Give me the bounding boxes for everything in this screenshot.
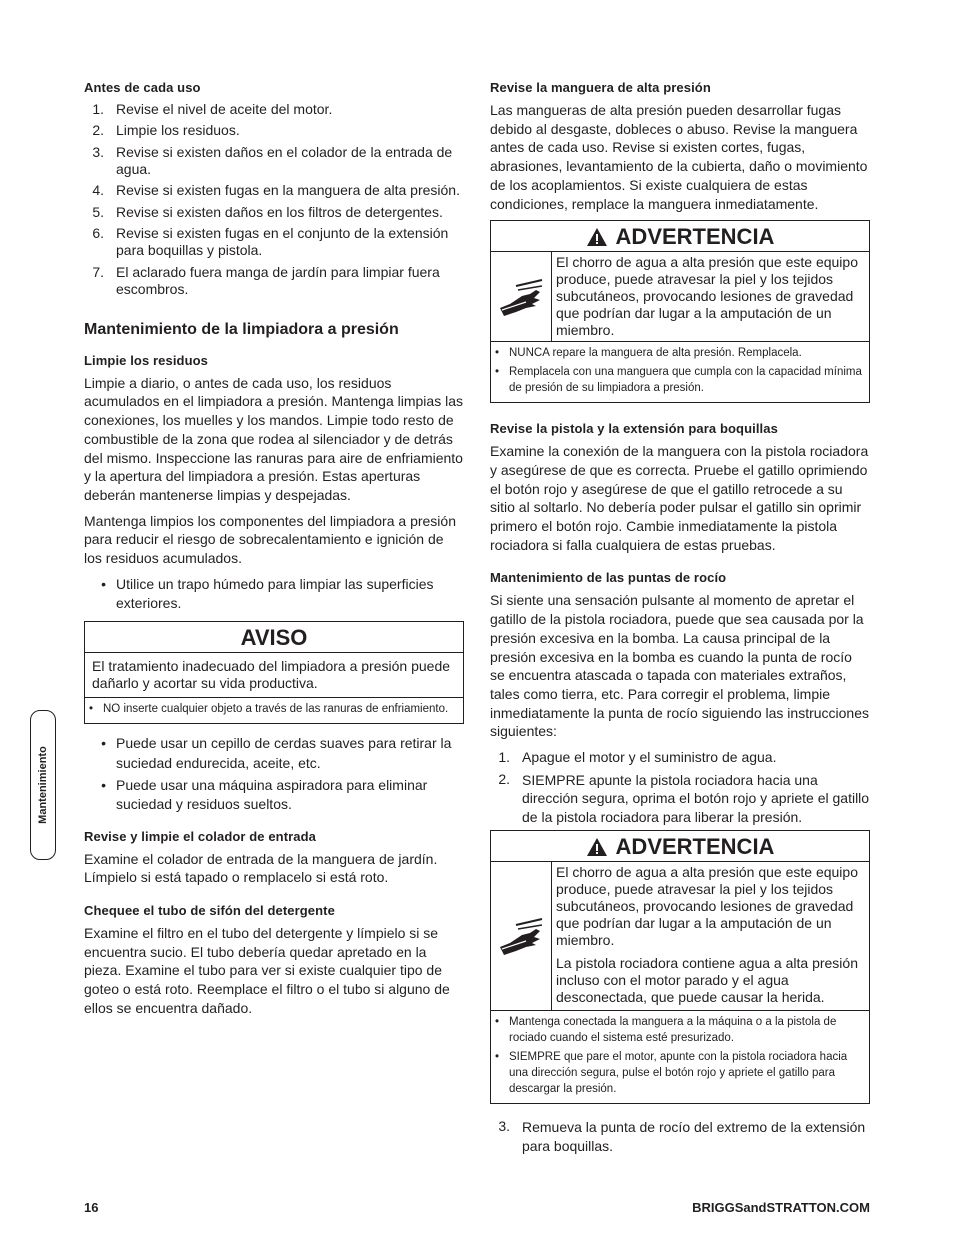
high-pressure-injection-icon [491,862,552,1010]
list-item [84,575,464,614]
warning-note [495,345,865,361]
item-text: SIEMPRE apunte la pistola rociadora hacia una dirección segura, oprima el botón rojo y apriete el gatillo de la pistola rociadora para liberar la presión. [522,771,870,825]
item-text: Revise si existen daños en el colador de la entrada de agua. [116,143,453,178]
list-item [84,122,464,140]
warning-text [552,862,869,1010]
before-each-use-heading: Antes de cada uso [84,80,201,95]
list-item [84,776,464,815]
notice-notes [85,698,463,723]
list-item [84,204,464,222]
inlet-paragraph: Examine el colador de entrada de la manguera de jardín. Límpielo si está tapado o remplacelo si está roto. [84,850,438,886]
clean-debris-heading: Limpie los residuos [84,352,208,368]
warning-note-text: Remplacela con una manguera que cumpla con la capacidad mínima de presión de su limpiadora a presión. [509,366,862,395]
bullet-icon: • [495,347,500,360]
before-each-use-list [84,101,464,299]
siphon-heading: Chequee el tubo de sifón del detergente [84,903,335,918]
warning-note [495,364,865,396]
high-pressure-injection-icon [491,252,552,341]
section-side-tab [30,710,56,860]
warning-text: El chorro de agua a alta presión que este equipo produce, puede atravesar la piel y los tejidos subcutáneos, provocando lesiones de gravedad que podrían dar lugar a la amputación de un miembro. [556,254,858,339]
cloth-bullet-list [84,575,464,614]
item-text: Remueva la punta de rocío del extremo de la extensión para boquillas. [522,1119,866,1154]
left-column [84,80,464,1025]
bullet-icon: • [101,575,106,592]
side-tab-label: Mantenimiento [37,746,49,824]
list-item [84,734,464,773]
item-number: 7. [92,263,104,280]
item-number: 3. [498,1118,510,1135]
warning-content-row [491,252,869,342]
warning-triangle-icon [586,837,608,857]
warning-title: ADVERTENCIA [615,834,775,860]
warning-content-row [491,862,869,1011]
bullet-icon: • [101,777,106,793]
item-number: 4. [92,182,104,199]
item-text: Limpie los residuos. [116,122,240,139]
item-number: 5. [92,203,104,220]
hose-paragraph: Las mangueras de alta presión pueden desarrollar fugas debido al desgaste, dobleces o abuso. Revise la manguera antes de cada uso. Revise si existen cortes, fugas, abrasiones, levantamiento de la cubierta, daño o movimiento de los acoplamientos. Si existe cualquiera de estas condiciones, remplace la manguera inmediatamente. [490,102,868,212]
tips-list [490,749,870,826]
item-text: Apague el motor y el suministro de agua. [522,749,777,766]
tips-paragraph: Si siente una sensación pulsante al momento de apretar el gatillo de la pistola rociadora, puede que sea causada por la presión excesiva en la bomba. La causa principal de la presión excesiva en la bomba es cuando la punta de rocío se encuentra atascada o tapada con materiales extraños, tales como tierra, etc. Para corregir el problema, limpie inmediatamente la punta de rocío siguiendo las instrucciones siguientes: [490,592,870,740]
website-url: BRIGGSandSTRATTON.COM [692,1200,870,1215]
notice-box [84,621,464,724]
item-number: 2. [92,122,104,139]
list-item [490,749,870,767]
list-item [84,144,464,179]
item-number: 3. [92,143,104,160]
bullet-icon: • [101,735,106,752]
warning-note-text: SIEMPRE que pare el motor, apunte con la pistola rociadora hacia una dirección segura, pulse el botón rojo y apriete el gatillo para descargar la presión. [509,1051,848,1096]
bullet-text: Puede usar una máquina aspiradora para eliminar suciedad y residuos sueltos. [116,777,428,813]
section-heading: Mantenimiento de la limpiadora a presión [84,320,399,338]
tips-heading: Mantenimiento de las puntas de rocío [490,570,727,586]
item-text: Revise si existen fugas en el conjunto de la extensión para boquillas y pistola. [116,224,449,259]
bullet-text: Puede usar un cepillo de cerdas suaves para retirar la suciedad endurecida, aceite, etc. [116,735,452,771]
bullet-icon: • [89,703,94,716]
page-number: 16 [84,1200,99,1215]
warning-box-2 [490,830,870,1104]
item-text: El aclarado fuera manga de jardín para limpiar fuera escombros. [116,263,440,298]
notice-body: El tratamiento inadecuado del limpiadora a presión puede dañarlo y acortar su vida productiva. [85,653,463,698]
warning-header [491,831,869,862]
item-number: 6. [92,224,104,241]
notice-note [89,701,459,717]
right-column [490,80,870,1159]
warning-triangle-icon [586,227,608,247]
bullet-icon: • [495,1016,500,1029]
list-item [84,264,464,299]
warning-note [495,1014,865,1046]
warning-text-2: La pistola rociadora contiene agua a alta presión incluso con el motor parado y el agua desconectada, que puede causar la herida. [556,955,858,1006]
bullet-icon: • [495,366,500,379]
notice-note-text: NO inserte cualquier objeto a través de las ranuras de enfriamiento. [103,703,449,716]
gun-heading: Revise la pistola y la extensión para boquillas [490,421,778,437]
hose-heading: Revise la manguera de alta presión [490,80,711,95]
item-text: Revise si existen fugas en la manguera de alta presión. [116,182,460,199]
inlet-heading: Revise y limpie el colador de entrada [84,828,317,844]
list-item [84,182,464,200]
list-item [490,771,870,827]
item-number: 1. [92,101,104,117]
warning-box-1 [490,220,870,403]
warning-title: ADVERTENCIA [615,224,775,250]
item-text: Revise el nivel de aceite del motor. [116,101,333,117]
warning-header [491,221,869,252]
warning-note [495,1049,865,1097]
clean-debris-paragraph-2: Mantenga limpios los componentes del limpiadora a presión para reducir el riesgo de sobrecalentamiento e ignición de los residuos acumulados. [84,512,456,567]
tips-list-continued [490,1118,870,1155]
item-number: 2. [498,770,510,787]
item-text: Revise si existen daños en los filtros de detergentes. [116,203,443,220]
warning-note-text: NUNCA repare la manguera de alta presión. Remplacela. [509,347,802,360]
gun-paragraph: Examine la conexión de la manguera con la pistola rociadora y asegúrese de que es correcta. Pruebe el gatillo oprimiendo el botón rojo y asegúrese de que el gatillo retrocede a su sitio al soltarlo. No debería poder pulsar el gatillo sin oprimir primero el botón rojo. Cambie inmediatamente la pistola rociadora si falla cualquiera de estas pruebas. [490,443,869,553]
warning-notes [491,342,869,402]
notice-header: AVISO [85,622,463,653]
list-item [84,101,464,119]
siphon-paragraph: Examine el filtro en el tubo del detergente y límpielo si se encuentra sucio. El tubo debería quedar apretado en la pieza. Examine el tubo para ver si existe cualquier tipo de goteo o está roto. Reemplace el filtro o el tubo si alguno de ellos se encuentra dañado. [84,925,450,1016]
item-number: 1. [498,749,510,766]
warning-note-text: Mantenga conectada la manguera a la máquina o a la pistola de rociado cuando el sistema esté presurizado. [509,1016,837,1045]
list-item [84,225,464,260]
cleaning-tools-bullet-list [84,734,464,814]
warning-notes [491,1011,869,1103]
bullet-text: Utilice un trapo húmedo para limpiar las superficies exteriores. [116,575,434,612]
bullet-icon: • [495,1051,500,1064]
list-item [490,1118,870,1155]
warning-text-1: El chorro de agua a alta presión que este equipo produce, puede atravesar la piel y los tejidos subcutáneos, provocando lesiones de gravedad que podrían dar lugar a la amputación de un miembro. [556,864,858,949]
clean-debris-paragraph-1: Limpie a diario, o antes de cada uso, los residuos acumulados en el limpiadora a presión. Mantenga limpias las conexiones, los muelles y los mandos. Limpie todo resto de combustible de la zona que rodea al silenciador y de detrás del mismo. Inspeccione las ranuras para aire de enfriamiento y la apertura del limpiadora a presión. Estas aperturas deberán mantenerse limpias y despejadas. [84,374,463,503]
